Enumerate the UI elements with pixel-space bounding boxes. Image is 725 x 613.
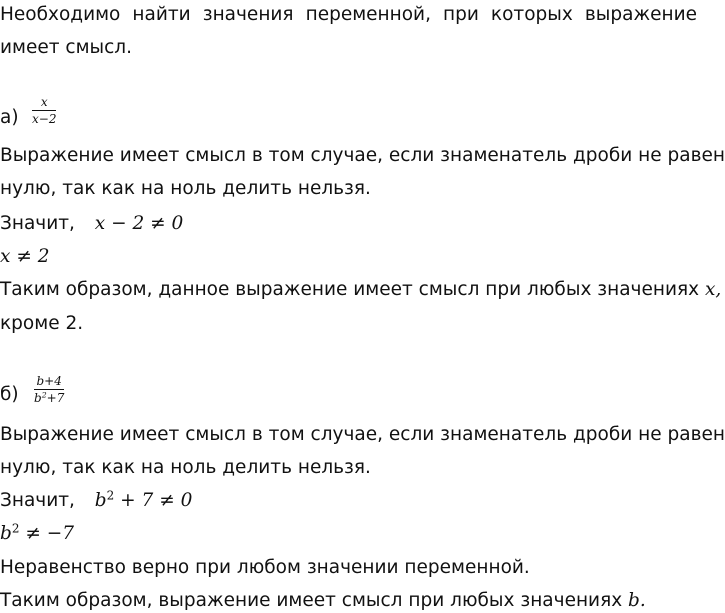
part-a-result: x ≠ 2 <box>0 246 50 267</box>
part-b-therefore <box>0 489 192 513</box>
part-b-result: $b^2 \ne -7$ <box>0 521 75 544</box>
part-b-condition: $b^2 + 7 \ne 0$ <box>94 488 193 511</box>
part-b-fraction <box>34 374 64 405</box>
part-a-conclusion-var: x, <box>704 279 722 300</box>
part-a-conclusion-text: Таким образом, данное выражение имеет смысл при любых значениях <box>0 279 700 300</box>
part-b-label: б) <box>0 384 19 405</box>
intro-line-2: имеет смысл. <box>0 37 133 58</box>
part-b-note: Неравенство верно при любом значении переменной. <box>0 557 530 578</box>
intro-line-1: Необходимо найти значения переменной, при которых выражение <box>0 4 697 25</box>
part-a-label: а) <box>0 107 19 128</box>
part-a-fraction-denominator: x−2 <box>32 112 57 126</box>
fraction-bar <box>32 110 56 111</box>
part-b-conclusion-var: b. <box>628 590 646 611</box>
part-a-fraction <box>32 95 56 126</box>
part-b-fraction-denominator: $b^2+7$ <box>34 390 65 405</box>
part-a-condition: x − 2 ≠ 0 <box>94 213 184 234</box>
part-a-fraction-numerator: x <box>40 95 48 109</box>
part-b-explanation-line-1: Выражение имеет смысл в том случае, если знаменатель дроби не равен <box>0 424 725 445</box>
part-a-conclusion-line-1 <box>0 278 721 302</box>
part-b-therefore-label: Значит, <box>0 490 75 511</box>
part-a-explanation-line-2: нулю, так как на ноль делить нельзя. <box>0 178 371 199</box>
fraction-bar <box>34 389 64 390</box>
part-a-explanation-line-1: Выражение имеет смысл в том случае, если знаменатель дроби не равен <box>0 145 725 166</box>
part-b-fraction-numerator: b+4 <box>36 374 62 388</box>
part-b-conclusion <box>0 589 646 613</box>
part-a-therefore <box>0 212 183 236</box>
part-b-explanation-line-2: нулю, так как на ноль делить нельзя. <box>0 457 371 478</box>
part-a-conclusion-line-2: кроме 2. <box>0 313 84 334</box>
part-b-conclusion-text: Таким образом, выражение имеет смысл при любых значениях <box>0 590 623 611</box>
part-a-therefore-label: Значит, <box>0 213 75 234</box>
